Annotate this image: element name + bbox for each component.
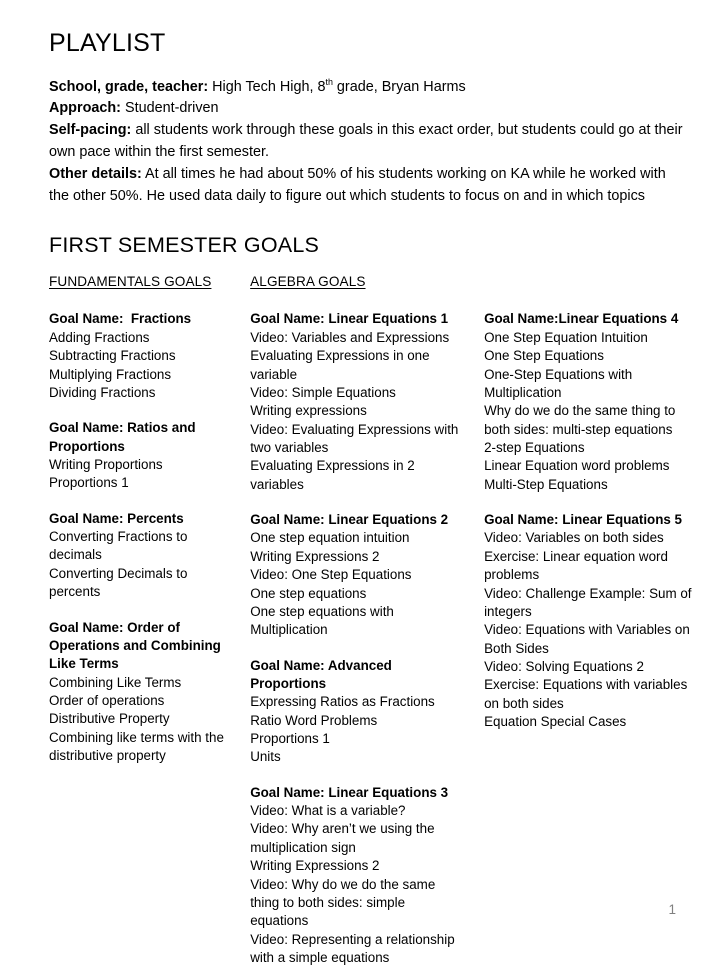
goal-group (49, 419, 234, 492)
goal-group-title: Goal Name: Ratios and Proportions (49, 420, 200, 454)
goal-group (250, 657, 466, 767)
meta-line-approach (49, 98, 689, 120)
goal-item: Writing Proportions (49, 457, 163, 472)
goal-item: Multiplying Fractions (49, 366, 172, 382)
goal-item: Converting Decimals to percents (49, 565, 188, 600)
goal-item: One step equations with Multiplication (250, 603, 394, 638)
goal-item: Linear Equation word problems (484, 458, 670, 474)
goal-item: Proportions 1 (49, 475, 129, 491)
goal-item: Order of operations (49, 692, 165, 708)
goal-item: One step equation intuition (250, 530, 410, 546)
goal-item: Video: Why do we do the same thing to both sides: simple equations (250, 876, 436, 929)
goal-item: Video: Variables on both sides (484, 530, 664, 546)
meta-line-self-pacing (49, 120, 689, 164)
goal-item: One Step Equations (484, 348, 604, 364)
goal-item: Equation Special Cases (484, 714, 627, 730)
goal-item: Writing Expressions 2 (250, 548, 380, 564)
goal-item: Evaluating Expressions in one variable (250, 348, 430, 382)
section-heading: FIRST SEMESTER GOALS (49, 232, 320, 257)
goal-item: Units (250, 749, 281, 765)
goal-group-title: Goal Name: Percents (49, 510, 184, 526)
goal-group-title: Goal Name:Linear Equations 4 (484, 311, 679, 327)
goals-column-algebra (250, 310, 484, 967)
goal-item: Distributive Property (49, 711, 170, 727)
goal-item: Exercise: Linear equation word problems (484, 548, 668, 583)
goals-column-fundamentals (49, 310, 250, 765)
goal-group-title: Goal Name: Linear Equations 3 (250, 784, 449, 800)
goal-group (49, 510, 234, 602)
goal-item: Why do we do the same thing to both sides: multi-step equations (484, 403, 676, 437)
goal-group (484, 511, 696, 731)
goal-group (49, 310, 234, 402)
meta-value-approach: Student-driven (120, 100, 219, 117)
goal-item: One-Step Equations with Multiplication (484, 366, 633, 400)
goal-group (250, 784, 466, 967)
goal-item: Video: Simple Equations (250, 384, 396, 400)
page-title: PLAYLIST (49, 29, 166, 57)
meta-line-school (49, 77, 689, 99)
column-header-third (484, 274, 696, 289)
page-number: 1 (668, 902, 676, 917)
goal-item: One step equations (250, 585, 367, 601)
meta-label-school: School, grade, teacher: (49, 78, 209, 95)
goals-columns (49, 310, 696, 967)
goal-item: Subtracting Fractions (49, 348, 176, 364)
goal-item: Adding Fractions (49, 329, 150, 345)
goal-group (484, 310, 696, 494)
goal-item: Video: Solving Equations 2 (484, 658, 644, 674)
goal-group-title: Goal Name: Advanced Proportions (250, 657, 396, 691)
goal-item: Converting Fractions to decimals (49, 529, 188, 563)
goal-item: Proportions 1 (250, 731, 330, 747)
meta-label-other-details: Other details: (49, 166, 142, 183)
goal-item: Combining like terms with the distributive property (49, 729, 224, 764)
goal-item: One Step Equation Intuition (484, 329, 648, 345)
goal-item: Exercise: Equations with variables on both sides (484, 677, 688, 711)
column-headers-row (49, 274, 696, 289)
goal-item: Combining Like Terms (49, 674, 182, 690)
goal-item: Video: Why aren’t we using the multiplication sign (250, 821, 435, 855)
meta-value-school-superscript: th (325, 76, 333, 87)
goal-item: Video: Evaluating Expressions with two variables (250, 421, 459, 455)
goal-group-title: Goal Name: Linear Equations 1 (250, 311, 449, 327)
goal-item: Video: One Step Equations (250, 567, 412, 583)
goal-item: Video: What is a variable? (250, 803, 406, 819)
goal-item: Writing expressions (250, 403, 367, 419)
goal-group (250, 511, 466, 640)
goal-item: 2-step Equations (484, 440, 585, 455)
meta-label-self-pacing: Self-pacing: (49, 122, 132, 139)
meta-value-other-details: At all times he had about 50% of his students working on KA while he worked with the other 50%. He used data daily to figure out which students to focus on and in which topics (49, 166, 666, 204)
meta-value-school-post: grade, Bryan Harms (332, 78, 466, 95)
goal-item: Ratio Word Problems (250, 712, 378, 728)
document-meta (49, 77, 689, 208)
column-header-algebra: ALGEBRA GOALS (250, 274, 366, 290)
goal-item: Multi-Step Equations (484, 476, 608, 492)
goal-item: Dividing Fractions (49, 384, 156, 400)
goal-item: Video: Representing a relationship with a simple equations (250, 931, 455, 965)
meta-value-school-pre: High Tech High, 8 (208, 78, 326, 95)
goal-item: Video: Variables and Expressions (250, 329, 450, 345)
goal-item: Video: Equations with Variables on Both Sides (484, 622, 690, 656)
goal-group-title: Goal Name: Order of Operations and Combining Like Terms (49, 619, 225, 672)
column-header-fundamentals: FUNDAMENTALS GOALS (49, 274, 212, 290)
goal-group (250, 310, 466, 494)
goals-column-algebra-continued (484, 310, 696, 731)
meta-value-self-pacing: all students work through these goals in this exact order, but students could go at their own pace within the first semester. (49, 122, 683, 161)
goal-item: Expressing Ratios as Fractions (250, 694, 435, 710)
goal-group-title: Goal Name: Linear Equations 2 (250, 512, 449, 528)
meta-label-approach: Approach: (49, 100, 121, 117)
goal-item: Evaluating Expressions in 2 variables (250, 458, 415, 492)
goal-group-title: Goal Name: Fractions (49, 311, 192, 327)
meta-line-other-details (49, 164, 689, 208)
goal-item: Writing Expressions 2 (250, 858, 380, 874)
goal-item: Video: Challenge Example: Sum of integers (484, 585, 692, 619)
goal-group-title: Goal Name: Linear Equations 5 (484, 512, 683, 528)
goal-group (49, 619, 234, 766)
